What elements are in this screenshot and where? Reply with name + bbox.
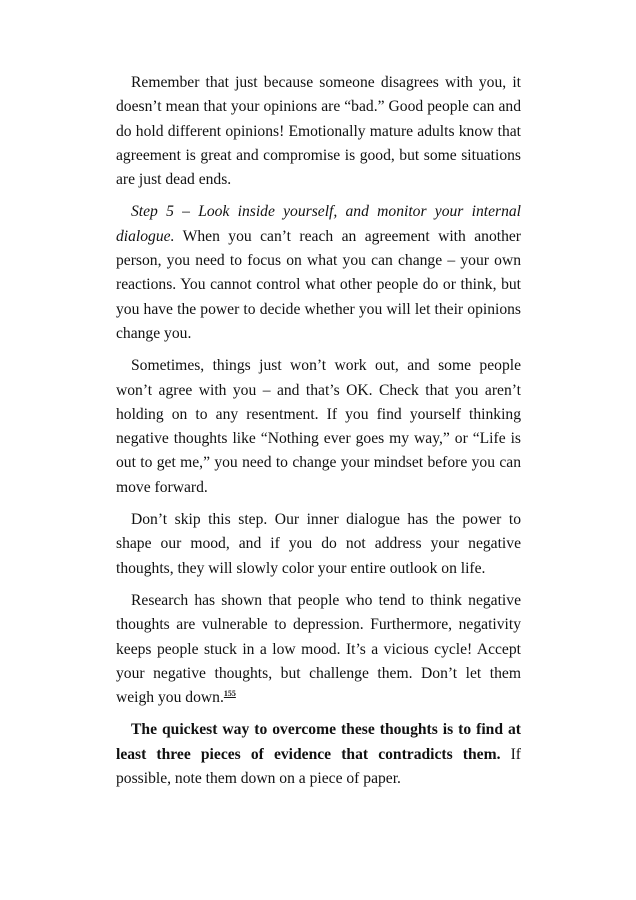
footnote-reference[interactable]: 155 [223,688,236,698]
step-5-heading: Step 5 – Look inside yourself, and monitor your internal dialogue. [116,203,521,245]
research-text: Research has shown that people who tend to think negative thoughts are vulnerable to depression. Furthermore, negativity keeps people stuck in a low mood. It’s a vicious cycle! Accept your negative thoughts, but challenge them. Don’t let them weigh you down. [116,591,521,707]
paragraph-step-5 [116,200,521,346]
page-body [116,71,521,799]
paragraph-disagreement: Remember that just because someone disagrees with you, it doesn’t mean that your opinions are “bad.” Good people can and do hold different opinions! Emotionally mature adults know that agreement is great and compromise is good, but some situations are just dead ends. [116,74,521,189]
paragraph-dont-skip: Don’t skip this step. Our inner dialogue has the power to shape our mood, and if you do not address your negative thoughts, they will slowly color your entire outlook on life. [116,511,521,577]
paragraph-research [116,589,521,710]
step-5-body: When you can’t reach an agreement with another person, you need to focus on what you can change – your own reactions. You cannot control what other people do or think, but you have the power to decide whether you will let their opinions change you. [116,227,521,342]
paragraph-resentment: Sometimes, things just won’t work out, and some people won’t agree with you – and that’s OK. Check that you aren’t holding on to any resentment. If you find yourself thinking negative thoughts like “Nothing ever goes my way,” or “Life is out to get me,” you need to change your mindset before you can move forward. [116,357,521,496]
evidence-body: If possible, note them down on a piece of paper. [116,745,521,788]
paragraph-evidence [116,718,521,791]
evidence-emphasis: The quickest way to overcome these thoughts is to find at least three pieces of evidence that contradicts them. [116,721,521,763]
